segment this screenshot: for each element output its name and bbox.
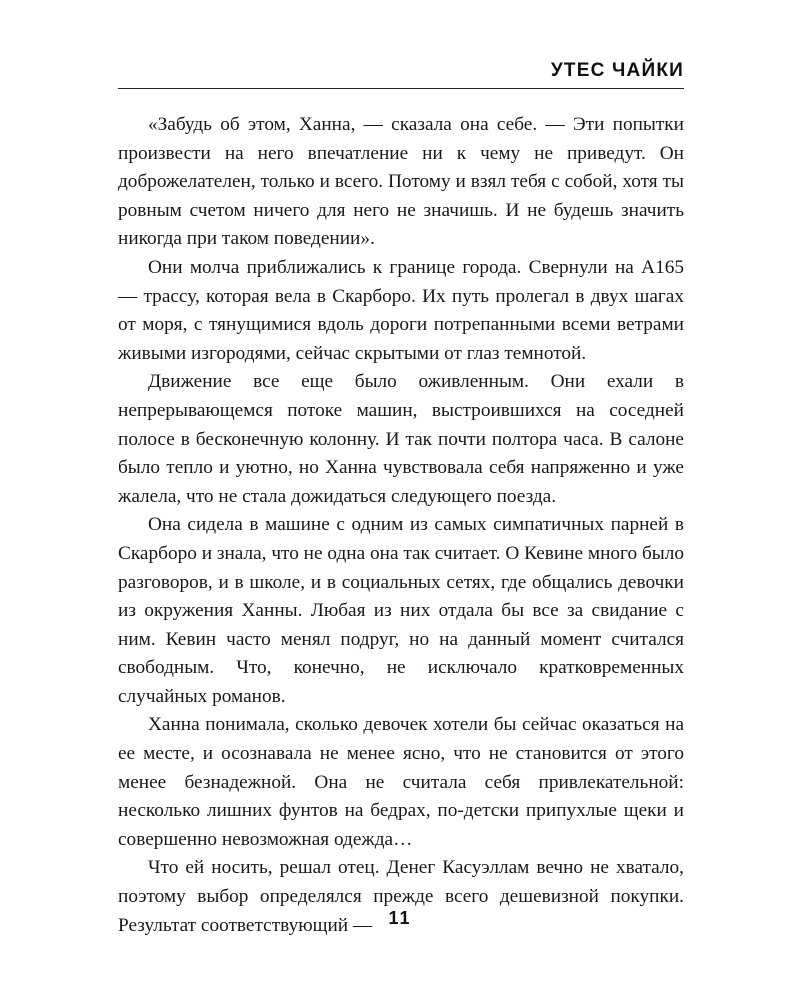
- page-number: 11: [388, 908, 412, 928]
- page-content: [118, 60, 684, 940]
- paragraph: Ханна понимала, сколько девочек хотели бы сейчас оказаться на ее месте, и осознавала не менее ясно, что не становится от этого менее безнадежной. Она не считала себя привлекательной: несколько лишних фунтов на бедрах, по-детски припухлые щеки и совершенно невозможная одежда…: [118, 714, 684, 850]
- paragraph: Что ей носить, решал отец. Денег Касуэллам вечно не хватало, поэтому выбор определялся прежде всего дешевизной покупки. Результат соответствующий —: [118, 857, 684, 936]
- paragraph: Они молча приближались к границе города. Свернули на А165 — трассу, которая вела в Скарборо. Их путь пролегал в двух шагах от моря, с тянущимися вдоль дороги потрепанными всеми ветрами живыми изгородями, сейчас скрытыми от глаз темнотой.: [118, 256, 684, 364]
- paragraph: Она сидела в машине с одним из самых симпатичных парней в Скарборо и знала, что не одна она так считает. О Кевине много было разговоров, и в школе, и в социальных сетях, где общались девочки из окружения Ханны. Любая из них отдала бы все за свидание с ним. Кевин часто менял подруг, но на данный момент считался свободным. Что, конечно, не исключало кратковременных случайных романов.: [118, 514, 684, 707]
- paragraph: «Забудь об этом, Ханна, — сказала она себе. — Эти попытки произвести на него впечатление ни к чему не приведут. Он доброжелателен, только и всего. Потому и взял тебя с собой, хотя ты ровным счетом ничего для него не значишь. И не будешь значить никогда при таком поведении».: [118, 114, 684, 250]
- paragraph: Движение все еще было оживленным. Они ехали в непрерывающемся потоке машин, выстроившихся на соседней полосе в бесконечную колонну. И так почти полтора часа. В салоне было тепло и уютно, но Ханна чувствовала себя напряженно и уже жалела, что не стала дожидаться следующего поезда.: [118, 371, 684, 507]
- body-text: [118, 111, 684, 940]
- header-rule: [118, 88, 684, 89]
- running-head: УТЕС ЧАЙКИ: [550, 60, 684, 81]
